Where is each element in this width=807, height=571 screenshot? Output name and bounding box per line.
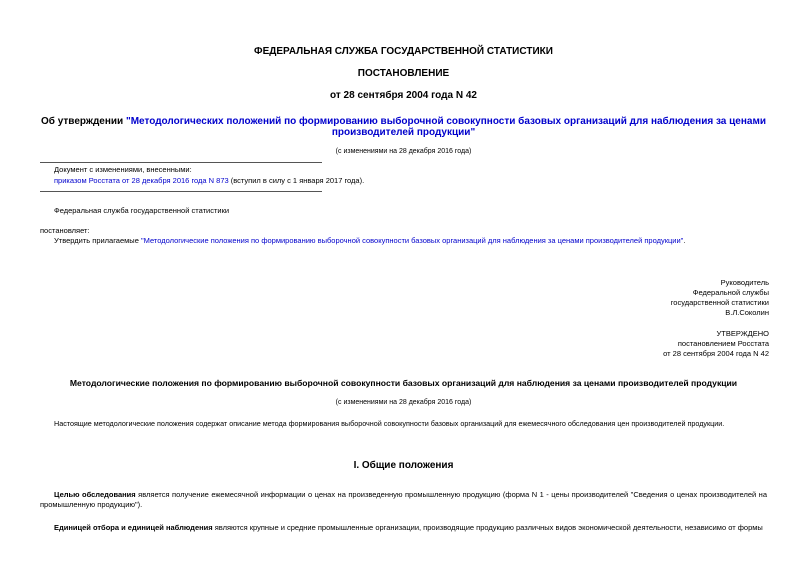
goal-paragraph bbox=[40, 490, 767, 510]
goal-term: Целью обследования bbox=[54, 490, 136, 499]
changes-line bbox=[54, 176, 364, 186]
unit-term: Единицей отбора и единицей наблюдения bbox=[54, 523, 213, 532]
changes-bottom-rule bbox=[40, 191, 322, 192]
agency-heading: ФЕДЕРАЛЬНАЯ СЛУЖБА ГОСУДАРСТВЕННОЙ СТАТИСТИКИ bbox=[254, 46, 553, 57]
changes-order-link[interactable]: приказом Росстата от 28 декабря 2016 года N 873 bbox=[54, 176, 229, 185]
signature-line-1: Руководитель bbox=[720, 278, 769, 287]
signature-line-3: государственной статистики bbox=[670, 298, 769, 307]
annex-intro: Настоящие методологические положения содержат описание метода формирования выборочной совокупности базовых организаций для ежемесячного обследования цен производителей продукции. bbox=[54, 419, 725, 428]
approve-prefix: Утвердить прилагаемые bbox=[54, 236, 141, 245]
signature-name: В.Л.Соколин bbox=[725, 308, 769, 317]
issuer-text: Федеральная служба государственной статистики bbox=[54, 206, 230, 215]
approved-line-2: постановлением Росстата bbox=[677, 339, 769, 348]
approved-line-1: УТВЕРЖДЕНО bbox=[716, 329, 769, 338]
approve-link[interactable]: "Методологические положения по формированию выборочной совокупности базовых организаций для наблюдения за ценами производителей продукции" bbox=[140, 236, 684, 245]
document-date-number: от 28 сентября 2004 года N 42 bbox=[330, 90, 477, 101]
approve-suffix: . bbox=[683, 236, 686, 245]
signature-line-2: Федеральной службы bbox=[692, 288, 769, 297]
changes-top-rule bbox=[40, 162, 322, 163]
section-heading: I. Общие положения bbox=[353, 460, 454, 471]
amendment-note: (с изменениями на 28 декабря 2016 года) bbox=[335, 148, 472, 155]
document-title bbox=[40, 116, 767, 138]
changes-effective-note: (вступил в силу с 1 января 2017 года). bbox=[228, 176, 365, 185]
approved-line-3: от 28 сентября 2004 года N 42 bbox=[663, 349, 769, 358]
unit-paragraph bbox=[40, 523, 767, 533]
goal-text: является получение ежемесячной информации о ценах на произведенную промышленную продукцию (форма N 1 - цены производителей "Сведения о ценах производителей на промышленную продукцию"). bbox=[40, 490, 767, 509]
annex-title: Методологические положения по формированию выборочной совокупности базовых организаций для наблюдения за ценами производителей продукции bbox=[69, 378, 738, 388]
title-link[interactable]: "Методологических положений по формированию выборочной совокупности базовых организаций для наблюдения за ценами производителей продукции" bbox=[125, 116, 766, 138]
resolves-text: постановляет: bbox=[40, 226, 90, 235]
changes-intro: Документ с изменениями, внесенными: bbox=[54, 165, 192, 174]
unit-text: являются крупные и средние промышленные организации, производящие продукцию различных видов экономической деятельности, независимо от формы bbox=[212, 523, 763, 532]
approve-paragraph bbox=[54, 236, 685, 246]
document-type-heading: ПОСТАНОВЛЕНИЕ bbox=[357, 68, 450, 79]
title-prefix: Об утверждении bbox=[40, 116, 126, 127]
annex-amendment-note: (с изменениями на 28 декабря 2016 года) bbox=[335, 399, 472, 406]
